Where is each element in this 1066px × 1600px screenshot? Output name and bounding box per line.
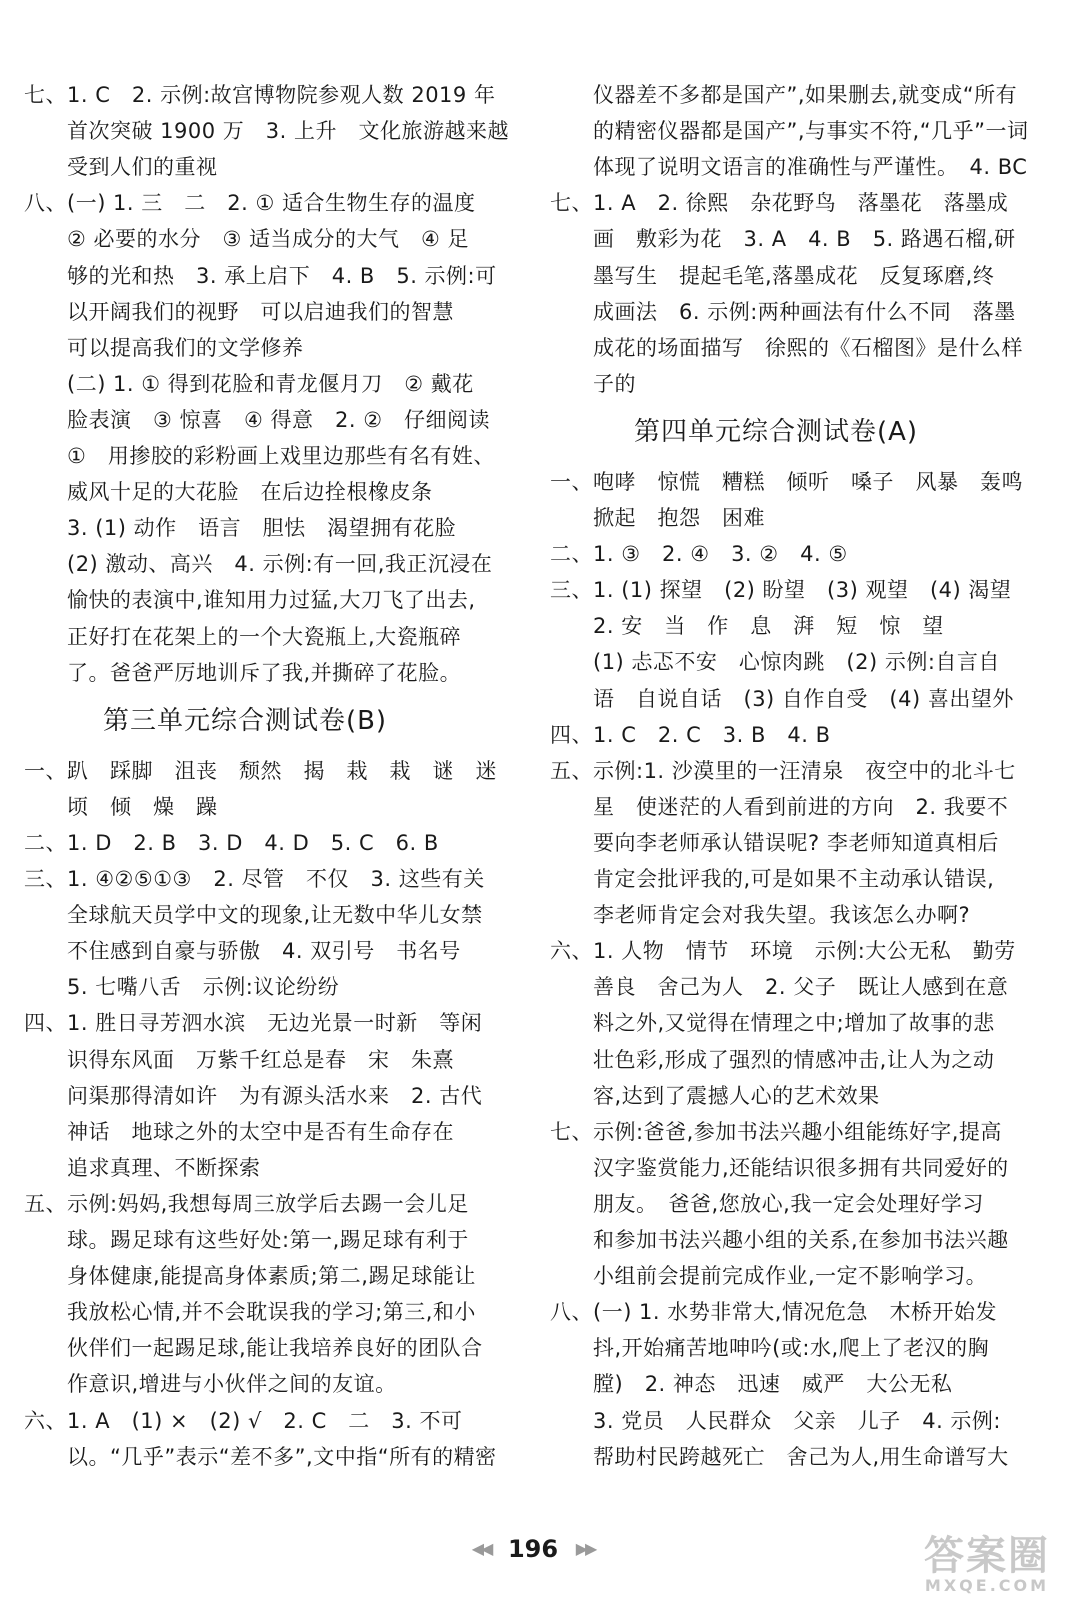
answer-line: 以开阔我们的视野 可以启迪我们的智慧: [24, 299, 454, 324]
watermark-url: MXQE.COM: [924, 1576, 1050, 1595]
answer-line: 首次突破 1900 万 3. 上升 文化旅游越来越: [24, 119, 510, 144]
answer-line: 以。“几乎”表示“差不多”,文中指“所有的精密: [24, 1444, 497, 1469]
answer-line: 身体健康,能提高身体素质;第二,踢足球能让: [24, 1264, 476, 1289]
answer-line: 够的光和热 3. 承上启下 4. B 5. 示例:可: [24, 263, 497, 288]
answer-line: 料之外,又觉得在情理之中;增加了故事的悲: [550, 1011, 995, 1036]
answer-line: 可以提高我们的文学修养: [24, 335, 304, 360]
answer-line: 五、示例:妈妈,我想每周三放学后去踢一会儿足: [24, 1191, 469, 1216]
answer-line: 作意识,增进与小伙伴之间的友谊。: [24, 1372, 397, 1397]
answer-line: 一、咆哮 惊慌 糟糕 倾听 嗓子 风暴 轰鸣: [550, 469, 1023, 494]
answer-line: 问渠那得清如许 为有源头活水来 2. 古代: [24, 1083, 483, 1108]
answer-line: 追求真理、不断探索: [24, 1155, 261, 1180]
answer-line: 二、1. ③ 2. ④ 3. ② 4. ⑤: [550, 542, 848, 567]
answer-line: 要向李老师承认错误呢? 李老师知道真相后: [550, 830, 999, 855]
answer-line: 3. (1) 动作 语言 胆怯 渴望拥有花脸: [24, 516, 457, 541]
answer-line: 容,达到了震撼人心的艺术效果: [550, 1083, 880, 1108]
answer-line: 的精密仪器都是国产”,与事实不符,“几乎”一词: [550, 119, 1029, 144]
watermark-text: 答案圈: [924, 1533, 1050, 1579]
answer-line: 子的: [550, 371, 636, 396]
answer-line: 顷 倾 燥 躁: [24, 794, 218, 819]
answer-line: 威风十足的大花脸 在后边拴根橡皮条: [24, 480, 433, 505]
answer-line: 抖,开始痛苦地呻吟(或:水,爬上了老汉的胸: [550, 1336, 990, 1361]
answer-line: (二) 1. ① 得到花脸和青龙偃月刀 ② 戴花: [24, 371, 474, 396]
answer-line: 伙伴们一起踢足球,能让我培养良好的团队合: [24, 1336, 483, 1361]
answer-line: 帮助村民跨越死亡 舍己为人,用生命谱写大: [550, 1444, 1009, 1469]
answer-line: 3. 党员 人民群众 父亲 儿子 4. 示例:: [550, 1408, 1001, 1433]
answer-line: 我放松心情,并不会耽误我的学习;第三,和小: [24, 1300, 476, 1325]
answer-line: 球。踢足球有这些好处:第一,踢足球有利于: [24, 1228, 469, 1252]
next-arrows-icon: ▶▶: [575, 1539, 595, 1558]
answer-line: 成花的场面描写 徐熙的《石榴图》是什么样: [550, 335, 1023, 360]
answer-line: 小组前会提前完成作业,一定不影响学习。: [550, 1264, 988, 1289]
answer-line: 五、示例:1. 沙漠里的一汪清泉 夜空中的北斗七: [550, 758, 1016, 783]
answer-line: 三、1. ④②⑤①③ 2. 尽管 不仅 3. 这些有关: [24, 867, 485, 891]
answer-line: 不住感到自豪与骄傲 4. 双引号 书名号: [24, 939, 461, 964]
answer-line: 善良 舍己为人 2. 父子 既让人感到在意: [550, 975, 1009, 1000]
answer-line: 掀起 抱怨 困难: [550, 506, 765, 530]
watermark-logo: [912, 1533, 1062, 1598]
answer-line: 八、(一) 1. 三 二 2. ① 适合生物生存的温度: [24, 191, 476, 216]
answer-line: 愉快的表演中,谁知用力过猛,大刀飞了出去,: [24, 588, 476, 613]
answer-line: 六、1. 人物 情节 环境 示例:大公无私 勤劳: [550, 939, 1016, 964]
answer-line: 七、1. C 2. 示例:故宫博物院参观人数 2019 年: [24, 83, 496, 107]
section-title: 第三单元综合测试卷(B): [102, 705, 388, 736]
answer-line: ① 用掺胶的彩粉画上戏里边那些有名有姓、: [24, 444, 495, 468]
answer-line: 全球航天员学中文的现象,让无数中华儿女禁: [24, 903, 483, 928]
answer-line: 膛) 2. 神态 迅速 威严 大公无私: [550, 1372, 953, 1397]
prev-arrows-icon: ◀◀: [471, 1539, 491, 1558]
answer-line: 李老师肯定会对我失望。我该怎么办啊?: [550, 903, 971, 928]
answer-line: 朋友。 爸爸,您放心,我一定会处理好学习: [550, 1191, 984, 1216]
answer-line: 语 自说自话 (3) 自作自受 (4) 喜出望外: [550, 686, 1014, 711]
answer-line: 了。爸爸严厉地训斥了我,并撕碎了花脸。: [24, 660, 462, 685]
answer-line: 七、1. A 2. 徐熙 杂花野鸟 落墨花 落墨成: [550, 191, 1009, 216]
answer-line: 体现了说明文语言的准确性与严谨性。 4. BC: [550, 155, 1028, 180]
answer-line: 四、1. 胜日寻芳泗水滨 无边光景一时新 等闲: [24, 1011, 483, 1036]
answer-line: 5. 七嘴八舌 示例:议论纷纷: [24, 975, 340, 1000]
answer-line: 脸表演 ③ 惊喜 ④ 得意 2. ② 仔细阅读: [24, 407, 491, 432]
answer-line: ② 必要的水分 ③ 适当成分的大气 ④ 足: [24, 227, 470, 252]
page-footer: [0, 1532, 1066, 1566]
answer-line: 七、示例:爸爸,参加书法兴趣小组能练好字,提高: [550, 1119, 1002, 1144]
answer-line: 画 敷彩为花 3. A 4. B 5. 路遇石榴,研: [550, 227, 1016, 252]
answer-line: 四、1. C 2. C 3. B 4. B: [550, 722, 831, 747]
answer-line: 受到人们的重视: [24, 155, 218, 180]
answer-line: 成画法 6. 示例:两种画法有什么不同 落墨: [550, 299, 1016, 324]
answer-line: 二、1. D 2. B 3. D 4. D 5. C 6. B: [24, 830, 439, 855]
answer-line: 仪器差不多都是国产”,如果删去,就变成“所有: [550, 83, 1018, 107]
answer-line: 和参加书法兴趣小组的关系,在参加书法兴趣: [550, 1228, 1009, 1252]
answer-line: 神话 地球之外的太空中是否有生命存在: [24, 1119, 454, 1144]
answer-line: 汉字鉴赏能力,还能结识很多拥有共同爱好的: [550, 1155, 1009, 1180]
answer-line: 肯定会批评我的,可是如果不主动承认错误,: [550, 867, 995, 891]
answer-line: (2) 激动、高兴 4. 示例:有一回,我正沉浸在: [24, 552, 493, 577]
answer-line: 壮色彩,形成了强烈的情感冲击,让人为之动: [550, 1047, 995, 1072]
answer-line: 六、1. A (1) × (2) √ 2. C 二 3. 不可: [24, 1408, 463, 1433]
answer-line: 2. 安 当 作 息 湃 短 惊 望: [550, 614, 944, 639]
answer-line: 正好打在花架上的一个大瓷瓶上,大瓷瓶碎: [24, 624, 462, 649]
page-number: 196: [507, 1535, 559, 1563]
section-title: 第四单元综合测试卷(A): [633, 416, 919, 447]
answer-line: (1) 忐忑不安 心惊肉跳 (2) 示例:自言自: [550, 650, 1000, 675]
answer-line: 墨写生 提起毛笔,落墨成花 反复琢磨,终: [550, 263, 995, 288]
answer-line: 一、趴 踩脚 沮丧 颓然 揭 栽 栽 谜 迷: [24, 758, 497, 783]
answer-line: 三、1. (1) 探望 (2) 盼望 (3) 观望 (4) 渴望: [550, 578, 1012, 603]
answer-line: 识得东风面 万紫千红总是春 宋 朱熹: [24, 1047, 454, 1072]
answer-line: 八、(一) 1. 水势非常大,情况危急 木桥开始发: [550, 1300, 997, 1325]
answer-line: 星 使迷茫的人看到前进的方向 2. 我要不: [550, 794, 1009, 819]
